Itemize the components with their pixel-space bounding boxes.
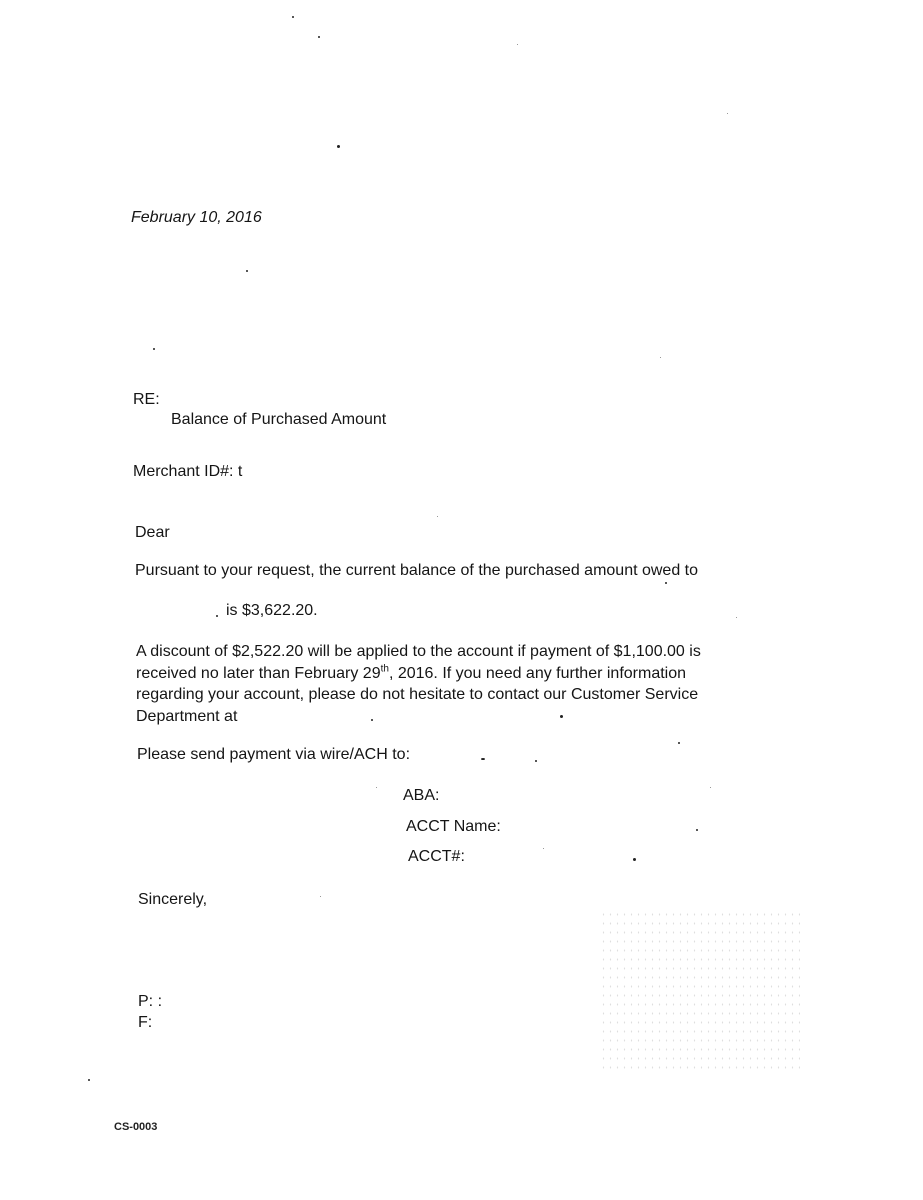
acct-name-label: ACCT Name: — [406, 818, 501, 835]
discount-paragraph — [136, 641, 776, 727]
payment-instruction: Please send payment via wire/ACH to: — [137, 746, 411, 763]
fax-label: F: — [138, 1014, 153, 1031]
scan-dot — [318, 36, 320, 38]
closing: Sincerely, — [138, 891, 208, 908]
scan-dot — [696, 829, 698, 831]
scan-dot — [337, 145, 340, 148]
form-code: CS-0003 — [114, 1121, 158, 1133]
scan-speck — [710, 787, 711, 788]
phone-label: P: : — [138, 993, 163, 1010]
discount-line-4: Department at — [136, 707, 238, 725]
scan-dot — [678, 742, 680, 744]
scan-speck — [376, 787, 377, 788]
scan-dot — [88, 1079, 90, 1081]
scan-speck — [727, 113, 728, 114]
scan-dot — [633, 858, 636, 861]
discount-line-2: received no later than February 29th, 2016. If you need any further information — [136, 663, 687, 682]
scan-speck — [543, 848, 544, 849]
acct-number-label: ACCT#: — [408, 848, 465, 865]
scan-noise — [600, 910, 800, 1070]
scan-dot — [246, 270, 248, 272]
balance-line-1: Pursuant to your request, the current balance of the purchased amount owed to — [135, 562, 699, 579]
balance-line-2: is $3,622.20. — [226, 602, 318, 619]
re-label: RE: — [133, 391, 160, 408]
salutation: Dear — [135, 524, 170, 541]
re-subject: Balance of Purchased Amount — [171, 411, 387, 428]
discount-line-3: regarding your account, please do not hesitate to contact our Customer Service — [136, 686, 699, 703]
scan-dot — [292, 16, 294, 18]
scan-dot — [560, 715, 563, 718]
scan-dot — [535, 760, 537, 762]
scan-speck — [437, 516, 438, 517]
scan-speck — [517, 44, 518, 45]
scan-speck — [736, 617, 737, 618]
scan-speck — [660, 357, 661, 358]
letter-date: February 10, 2016 — [131, 209, 262, 226]
scan-dot — [481, 758, 485, 760]
scan-dot — [153, 348, 155, 350]
discount-line-1: A discount of $2,522.20 will be applied to the account if payment of $1,100.00 is — [136, 643, 701, 660]
scan-dot — [216, 615, 218, 617]
scan-dot — [665, 582, 667, 584]
aba-label: ABA: — [403, 787, 440, 804]
scan-speck — [320, 896, 321, 897]
merchant-id-label: Merchant ID#: t — [133, 463, 243, 480]
scan-dot — [371, 719, 373, 721]
